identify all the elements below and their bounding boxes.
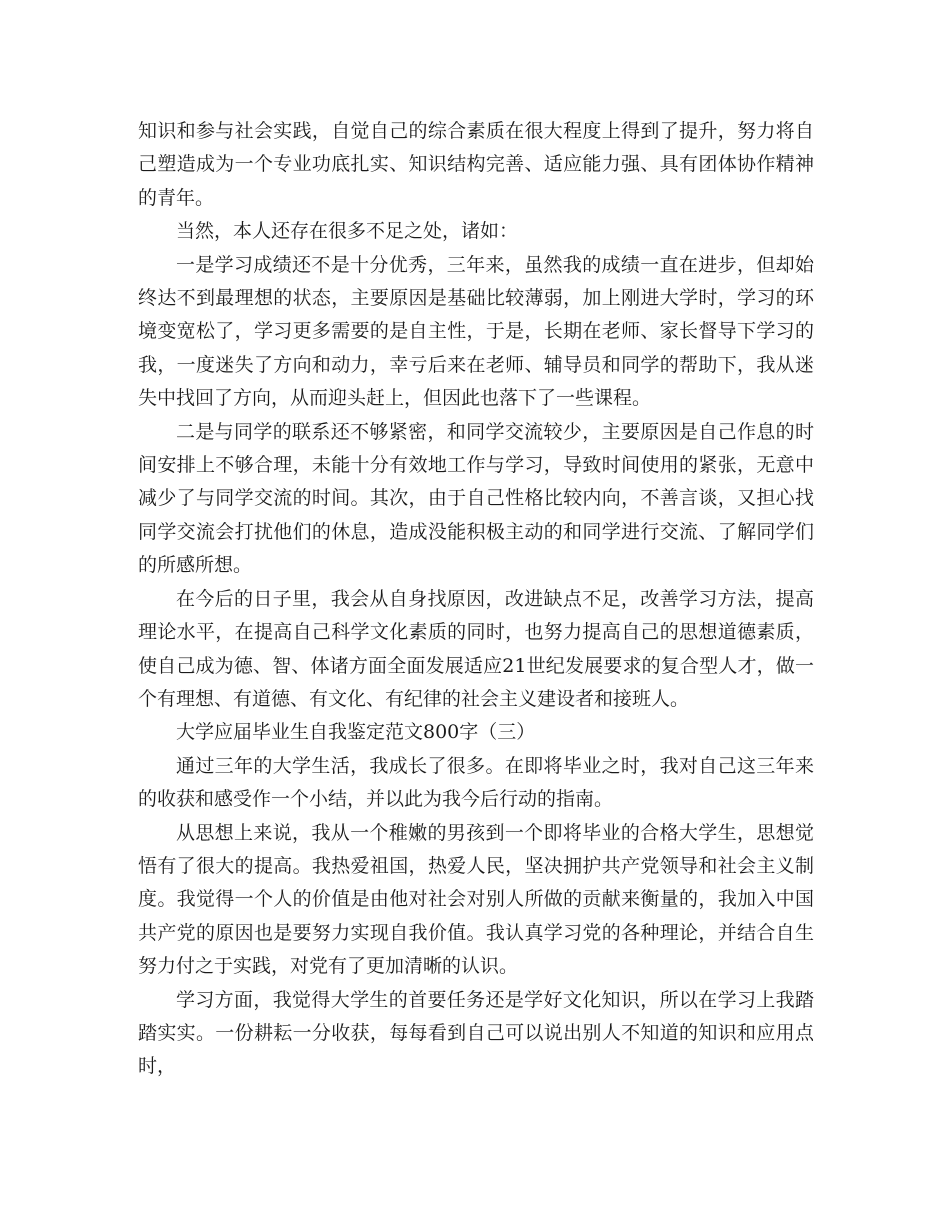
paragraph-3: 一是学习成绩还不是十分优秀，三年来，虽然我的成绩一直在进步，但却始终达不到最理想的状态，主要原因是基础比较薄弱，加上刚进大学时，学习的环境变宽松了，学习更多需要的是自主性，于是，长期在老师、家长督导下学习的我，一度迷失了方向和动力，幸亏后来在老师、辅导员和同学的帮助下，我从迷失中找回了方向，从而迎头赶上，但因此也落下了一些课程。 bbox=[138, 253, 814, 410]
section-heading: 大学应届毕业生自我鉴定范文800字（三） bbox=[176, 721, 536, 744]
paragraph-8: 从思想上来说，我从一个稚嫩的男孩到一个即将毕业的合格大学生，思想觉悟有了很大的提高。我热爱祖国，热爱人民，坚决拥护共产党领导和社会主义制度。我觉得一个人的价值是由他对社会对别人所做的贡献来衡量的，我加入中国共产党的原因也是要努力实现自我价值。我认真学习党的各种理论，并结合自生努力付之于实践，对党有了更加清晰的认识。 bbox=[138, 821, 814, 978]
paragraph-5: 在今后的日子里，我会从自身找原因，改进缺点不足，改善学习方法，提高理论水平，在提高自己科学文化素质的同时，也努力提高自己的思想道德素质，使自己成为德、智、体诸方面全面发展适应21世纪发展要求的复合型人才，做一个有理想、有道德、有文化、有纪律的社会主义建设者和接班人。 bbox=[138, 587, 814, 710]
paragraph-4: 二是与同学的联系还不够紧密，和同学交流较少，主要原因是自己作息的时间安排上不够合理，未能十分有效地工作与学习，导致时间使用的紧张，无意中减少了与同学交流的时间。其次，由于自己性格比较内向，不善言谈，又担心找同学交流会打扰他们的休息，造成没能积极主动的和同学进行交流、了解同学们的所感所想。 bbox=[138, 420, 814, 577]
paragraph-1: 知识和参与社会实践，自觉自己的综合素质在很大程度上得到了提升，努力将自己塑造成为一个专业功底扎实、知识结构完善、适应能力强、具有团体协作精神的青年。 bbox=[138, 120, 814, 209]
paragraph-7: 通过三年的大学生活，我成长了很多。在即将毕业之时，我对自己这三年来的收获和感受作一个小结，并以此为我今后行动的指南。 bbox=[138, 754, 814, 811]
paragraph-9: 学习方面，我觉得大学生的首要任务还是学好文化知识，所以在学习上我踏踏实实。一份耕耘一分收获，每每看到自己可以说出别人不知道的知识和应用点时， bbox=[138, 988, 814, 1078]
document-page bbox=[138, 115, 814, 1084]
paragraph-2: 当然，本人还存在很多不足之处，诸如： bbox=[176, 220, 519, 243]
